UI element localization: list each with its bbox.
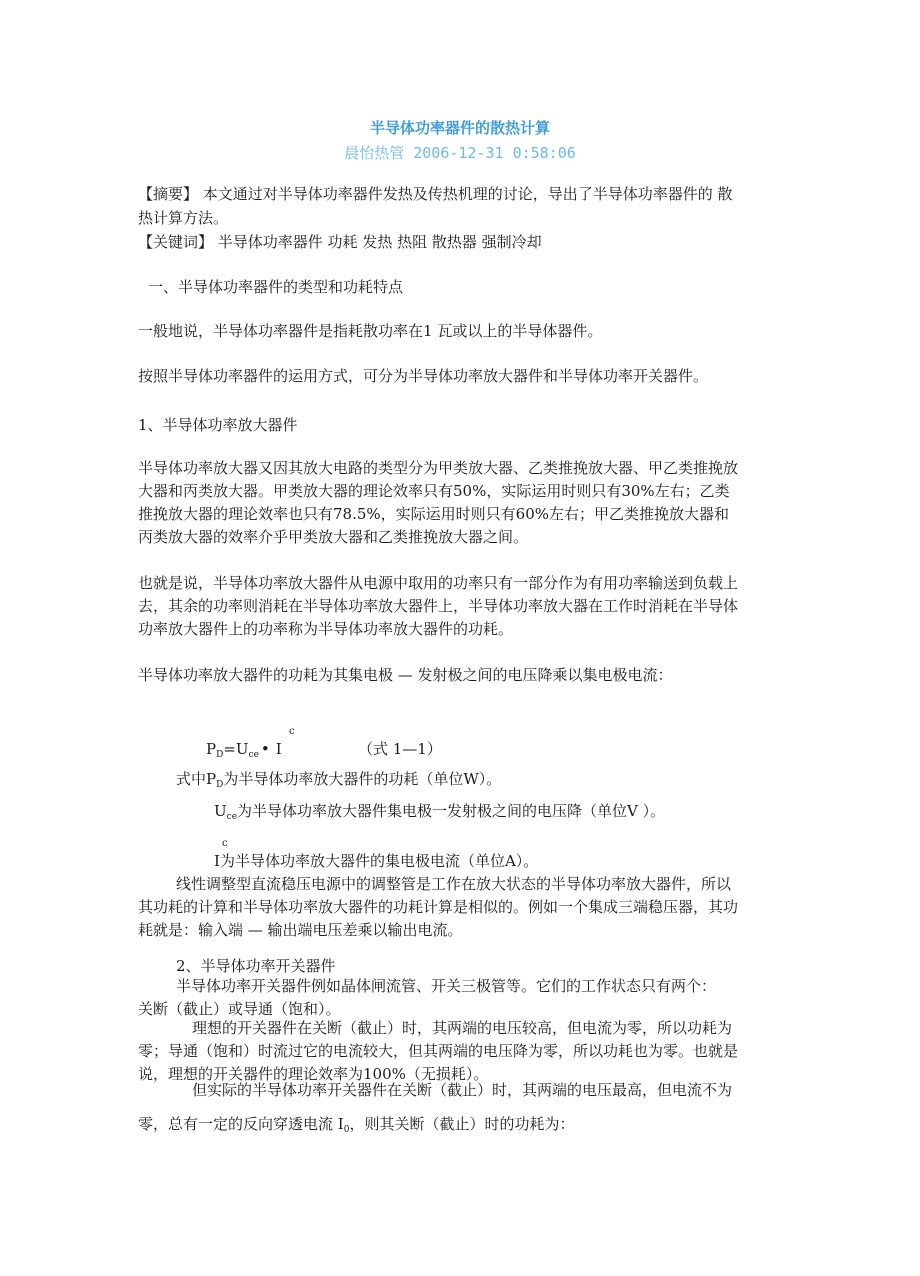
paragraph-4-line: 功率放大器件上的功率称为半导体功率放大器件的功耗。 (138, 620, 514, 638)
definition-Uce-text: 为半导体功率放大器件集电极一发射极之间的电压降（单位V ）。 (237, 802, 666, 820)
section-2-line-d-tail: ，则其关断（截止）时的功耗为： (349, 1115, 575, 1133)
abstract-text: 本文通过对半导体功率器件发热及传热机理的讨论，导出了半导体功率器件的 散 (198, 185, 733, 203)
definition-Ic-superscript: c (222, 838, 228, 849)
section-2-line-c: 但实际的半导体功率开关器件在关断（截止）时，其两端的电压最高，但电流不为 (192, 1081, 733, 1099)
definition-Uce-symbol: U (214, 802, 227, 820)
definition-Ic-text: 为半导体功率放大器件的集电极电流（单位A）。 (219, 852, 539, 870)
formula-dot: • (260, 740, 270, 758)
definition-PD-symbol: 式中P (176, 770, 217, 788)
subsection-2-heading: 2、半导体功率开关器件 (176, 957, 336, 975)
definition-PD-subscript: D (216, 780, 224, 790)
paragraph-5: 半导体功率放大器件的功耗为其集电极 — 发射极之间的电压降乘以集电极电流： (138, 666, 673, 684)
paragraph-4-line: 去，其余的功率则消耗在半导体功率放大器件上，半导体功率放大器在工作时消耗在半导体 (138, 597, 739, 615)
definition-Uce-subscript: ce (226, 812, 238, 822)
formula-equals-U: =U (223, 740, 249, 758)
paragraph-2: 按照半导体功率器件的运用方式，可分为半导体功率放大器件和半导体功率开关器件。 (138, 367, 709, 385)
formula-I: I (275, 740, 282, 758)
keywords-text: 半导体功率器件 功耗 发热 热阻 散热器 强制冷却 (213, 233, 542, 251)
keywords-label: 【关键词】 (138, 233, 214, 251)
linear-regulator-line: 线性调整型直流稳压电源中的调整管是工作在放大状态的半导体功率放大器件，所以 (176, 875, 732, 893)
definition-Ic-symbol: I (214, 852, 220, 870)
abstract-label: 【摘要】 (138, 185, 199, 203)
paragraph-3-line: 丙类放大器的效率介乎甲类放大器和乙类推挽放大器之间。 (138, 528, 529, 546)
I0-subscript: 0 (343, 1125, 350, 1135)
section-2-line-d (138, 1113, 574, 1139)
section-1-heading: 一、半导体功率器件的类型和功耗特点 (148, 278, 404, 296)
formula-1-1 (206, 738, 282, 764)
formula-P-subscript: D (216, 750, 224, 760)
paragraph-3-line: 半导体功率放大器又因其放大电路的类型分为甲类放大器、乙类推挽放大器、甲乙类推挽放 (138, 459, 739, 477)
section-2-line: 说，理想的开关器件的理论效率为100%（无损耗）。 (138, 1065, 489, 1083)
section-2-line: 理想的开关器件在关断（截止）时，其两端的电压较高，但电流为零，所以功耗为 (192, 1019, 733, 1037)
formula-superscript-c: c (289, 726, 295, 737)
abstract-line-1 (138, 183, 733, 206)
section-2-line: 零；导通（饱和）时流过它的电流较大，但其两端的电压降为零，所以功耗也为零。也就是 (138, 1042, 739, 1060)
formula-P: P (206, 740, 217, 758)
subsection-1-heading: 1、半导体功率放大器件 (138, 416, 298, 434)
linear-regulator-paragraph (138, 873, 738, 942)
formula-label: （式 1—1） (358, 740, 442, 758)
formula-U-subscript: ce (248, 750, 259, 760)
section-2-line: 关断（截止）或导通（饱和）。 (138, 1000, 341, 1018)
section-2-paragraph-b (138, 1017, 738, 1086)
definition-Ic (214, 850, 538, 873)
definition-PD-text: 为半导体功率放大器件的功耗（单位W）。 (223, 770, 502, 788)
document-meta: 晨怡热管 2006-12-31 0:58:06 (344, 144, 576, 162)
linear-regulator-line: 其功耗的计算和半导体功率放大器件的功耗计算是相似的。例如一个集成三端稳压器，其功 (138, 898, 739, 916)
paragraph-4 (138, 572, 738, 641)
paragraph-1: 一般地说，半导体功率器件是指耗散功率在1 瓦或以上的半导体器件。 (138, 322, 603, 340)
document-title: 半导体功率器件的散热计算 (369, 119, 550, 137)
linear-regulator-line: 耗就是：输入端 — 输出端电压差乘以输出电流。 (138, 921, 463, 939)
paragraph-3 (138, 457, 738, 549)
paragraph-3-line: 大器和丙类放大器。甲类放大器的理论效率只有50%，实际运用时则只有30%左右；乙类 (138, 482, 730, 500)
paragraph-3-line: 推挽放大器的理论效率也只有78.5%，实际运用时则只有60%左右；甲乙类推挽放大器和 (138, 505, 729, 523)
section-2-line: 半导体功率开关器件例如晶体闸流管、开关三极管等。它们的工作状态只有两个： (176, 977, 717, 995)
definition-PD (176, 768, 501, 794)
section-2-paragraph-a (138, 975, 716, 1021)
abstract-line-2: 热计算方法。 (138, 209, 229, 227)
definition-Uce (214, 800, 665, 826)
paragraph-4-line: 也就是说，半导体功率放大器件从电源中取用的功率只有一部分作为有用功率输送到负载上 (138, 574, 739, 592)
section-2-line-d-text: 零，总有一定的反向穿透电流 I (138, 1115, 344, 1133)
keywords-line (138, 231, 542, 254)
